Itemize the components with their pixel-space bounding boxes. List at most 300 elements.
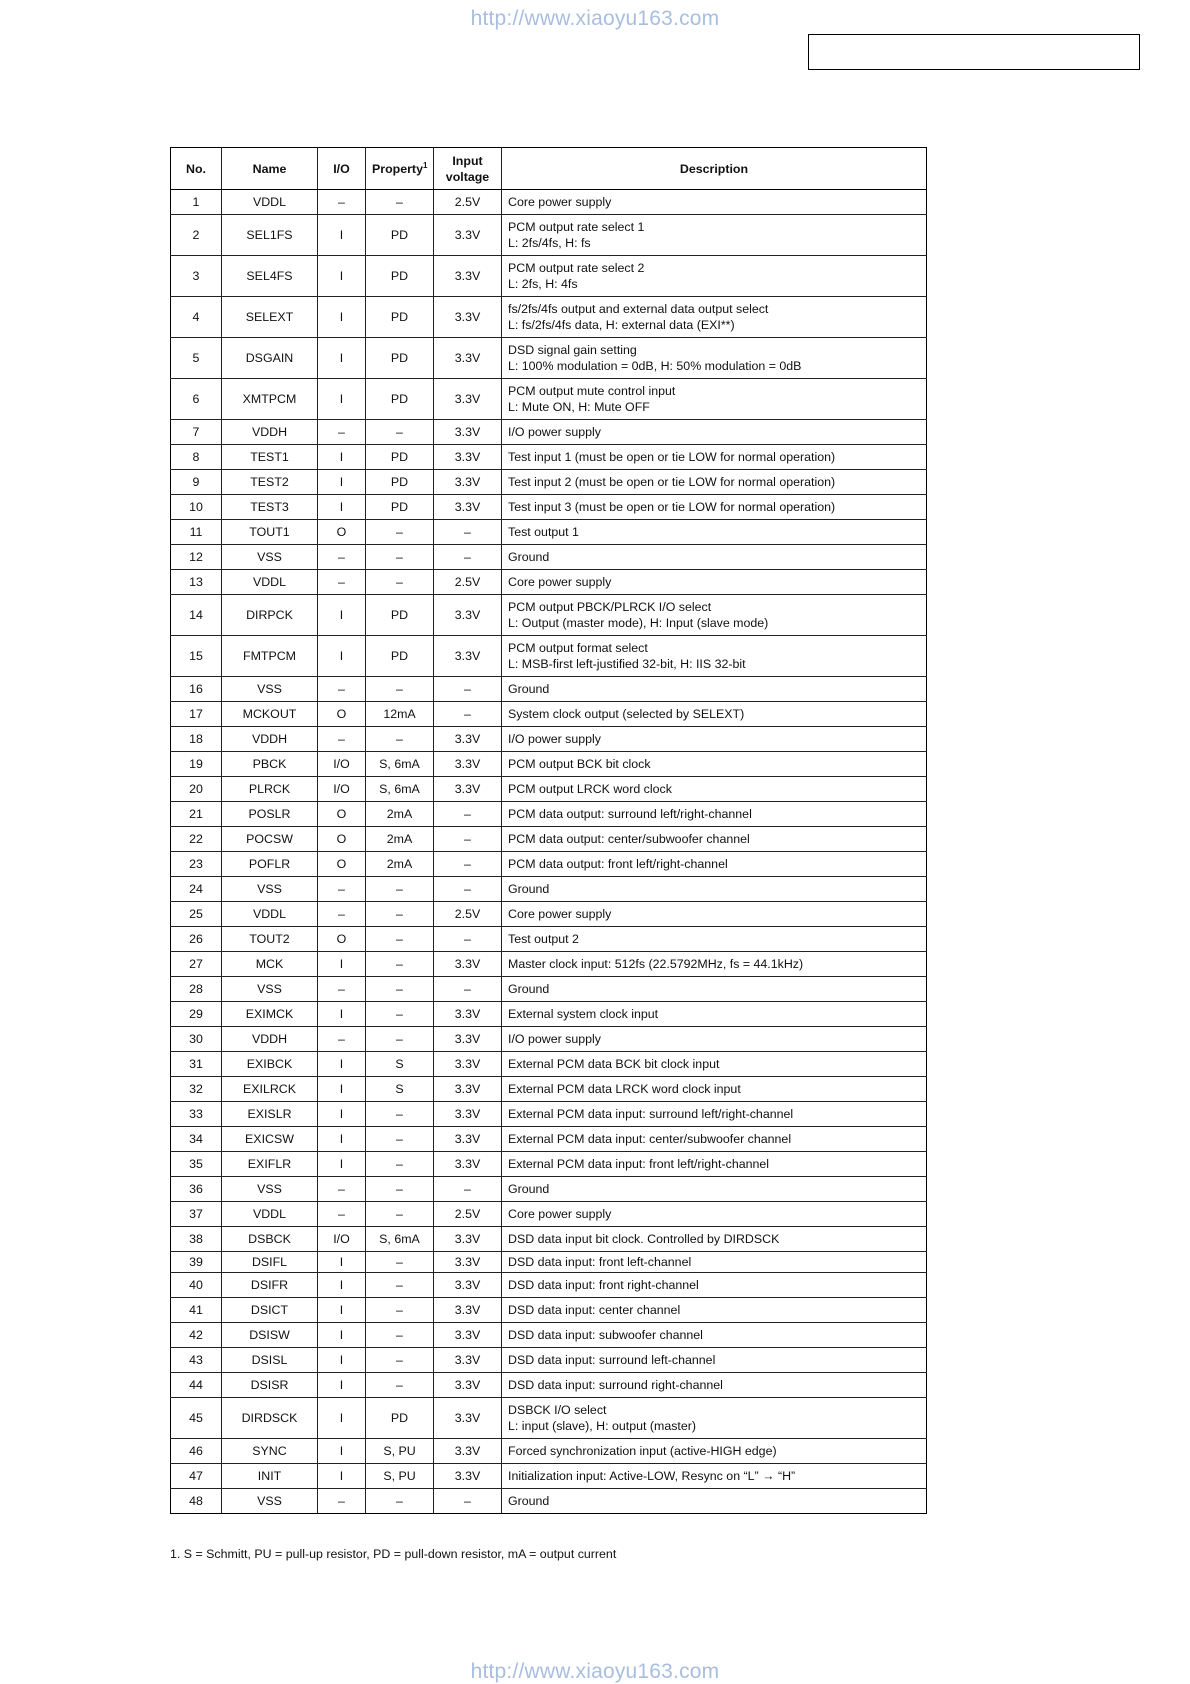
cell-name: DSICT (222, 1298, 318, 1323)
cell-description (502, 445, 927, 470)
cell-property: – (366, 1323, 434, 1348)
cell-input-voltage: 3.3V (434, 470, 502, 495)
cell-no: 13 (171, 570, 222, 595)
table-row (171, 752, 927, 777)
cell-name: VDDH (222, 727, 318, 752)
cell-io: I/O (318, 1227, 366, 1252)
table-row (171, 1489, 927, 1514)
cell-property: S, 6mA (366, 777, 434, 802)
cell-description (502, 1273, 927, 1298)
cell-io: – (318, 190, 366, 215)
description-line: L: Mute ON, H: Mute OFF (508, 400, 650, 414)
description-line: DSD data input: front right-channel (508, 1278, 699, 1292)
table-row (171, 445, 927, 470)
table-row (171, 470, 927, 495)
header-empty-box (808, 34, 1140, 70)
cell-input-voltage: 3.3V (434, 1077, 502, 1102)
cell-no: 16 (171, 677, 222, 702)
cell-property: S, 6mA (366, 1227, 434, 1252)
description-line: PCM output LRCK word clock (508, 782, 672, 796)
cell-name: INIT (222, 1464, 318, 1489)
table-row (171, 1464, 927, 1489)
description-line: L: input (slave), H: output (master) (508, 1419, 696, 1433)
header-input-voltage-line1: Input (452, 153, 483, 168)
cell-no: 35 (171, 1152, 222, 1177)
description-line: L: 2fs/4fs, H: fs (508, 236, 591, 250)
cell-io: – (318, 1202, 366, 1227)
table-row (171, 1102, 927, 1127)
cell-io: I (318, 1373, 366, 1398)
cell-input-voltage: 3.3V (434, 420, 502, 445)
table-row (171, 420, 927, 445)
cell-property: PD (366, 297, 434, 338)
cell-description (502, 1177, 927, 1202)
header-description: Description (502, 148, 927, 190)
cell-input-voltage: 3.3V (434, 777, 502, 802)
cell-no: 33 (171, 1102, 222, 1127)
cell-name: VSS (222, 1177, 318, 1202)
table-row (171, 256, 927, 297)
cell-io: – (318, 420, 366, 445)
table-row (171, 802, 927, 827)
cell-io: – (318, 1027, 366, 1052)
cell-property: 2mA (366, 802, 434, 827)
table-row (171, 1439, 927, 1464)
cell-property: – (366, 977, 434, 1002)
cell-description (502, 902, 927, 927)
cell-name: TEST3 (222, 495, 318, 520)
table-row (171, 1052, 927, 1077)
table-row (171, 727, 927, 752)
cell-name: DSIFR (222, 1273, 318, 1298)
description-line: Initialization input: Active-LOW, Resync on “L” → “H” (508, 1469, 796, 1483)
cell-io: – (318, 902, 366, 927)
cell-no: 7 (171, 420, 222, 445)
description-line: System clock output (selected by SELEXT) (508, 707, 745, 721)
table-row (171, 677, 927, 702)
description-line: PCM data output: surround left/right-channel (508, 807, 752, 821)
cell-no: 4 (171, 297, 222, 338)
cell-property: – (366, 570, 434, 595)
cell-name: EXIMCK (222, 1002, 318, 1027)
cell-name: DSBCK (222, 1227, 318, 1252)
cell-property: 2mA (366, 852, 434, 877)
pin-table-container (170, 147, 926, 1514)
cell-io: I (318, 1439, 366, 1464)
cell-description (502, 190, 927, 215)
cell-input-voltage: 3.3V (434, 1323, 502, 1348)
cell-name: VSS (222, 1489, 318, 1514)
description-line: Test input 3 (must be open or tie LOW for normal operation) (508, 500, 836, 514)
cell-no: 31 (171, 1052, 222, 1077)
cell-name: EXISLR (222, 1102, 318, 1127)
cell-no: 8 (171, 445, 222, 470)
table-row (171, 827, 927, 852)
cell-no: 23 (171, 852, 222, 877)
cell-input-voltage: 3.3V (434, 256, 502, 297)
cell-no: 20 (171, 777, 222, 802)
cell-io: I (318, 470, 366, 495)
description-line: Ground (508, 1494, 550, 1508)
cell-name: VDDH (222, 420, 318, 445)
cell-description (502, 1152, 927, 1177)
cell-description (502, 1464, 927, 1489)
description-line: Ground (508, 550, 550, 564)
cell-input-voltage: 3.3V (434, 1398, 502, 1439)
cell-input-voltage: – (434, 1489, 502, 1514)
cell-description (502, 727, 927, 752)
description-line: Core power supply (508, 1207, 612, 1221)
table-row (171, 1398, 927, 1439)
cell-description (502, 520, 927, 545)
cell-name: POFLR (222, 852, 318, 877)
cell-description (502, 636, 927, 677)
cell-name: DIRPCK (222, 595, 318, 636)
cell-no: 48 (171, 1489, 222, 1514)
description-line: DSBCK I/O select (508, 1403, 607, 1417)
cell-input-voltage: 3.3V (434, 1027, 502, 1052)
cell-description (502, 570, 927, 595)
cell-io: – (318, 727, 366, 752)
cell-input-voltage: 3.3V (434, 1252, 502, 1273)
cell-property: – (366, 420, 434, 445)
cell-io: – (318, 977, 366, 1002)
description-line: Core power supply (508, 195, 612, 209)
cell-input-voltage: – (434, 702, 502, 727)
cell-input-voltage: 3.3V (434, 1439, 502, 1464)
cell-io: – (318, 1489, 366, 1514)
cell-name: DIRDSCK (222, 1398, 318, 1439)
cell-io: O (318, 520, 366, 545)
description-line: Ground (508, 1182, 550, 1196)
cell-input-voltage: 3.3V (434, 495, 502, 520)
cell-name: DSISW (222, 1323, 318, 1348)
cell-description (502, 1077, 927, 1102)
cell-description (502, 1348, 927, 1373)
description-line: PCM data output: center/subwoofer channel (508, 832, 750, 846)
cell-io: I (318, 1323, 366, 1348)
cell-description (502, 1027, 927, 1052)
description-line: Ground (508, 882, 550, 896)
header-property-footnote-mark: 1 (422, 160, 428, 170)
table-row (171, 1027, 927, 1052)
table-row (171, 1273, 927, 1298)
cell-name: FMTPCM (222, 636, 318, 677)
cell-description (502, 1202, 927, 1227)
table-row (171, 952, 927, 977)
cell-no: 21 (171, 802, 222, 827)
cell-io: O (318, 702, 366, 727)
cell-input-voltage: 3.3V (434, 1152, 502, 1177)
cell-input-voltage: 3.3V (434, 727, 502, 752)
cell-name: EXICSW (222, 1127, 318, 1152)
cell-no: 38 (171, 1227, 222, 1252)
table-row (171, 902, 927, 927)
cell-input-voltage: – (434, 520, 502, 545)
cell-property: – (366, 1489, 434, 1514)
cell-property: PD (366, 338, 434, 379)
cell-io: I (318, 1348, 366, 1373)
cell-io: I (318, 636, 366, 677)
cell-no: 27 (171, 952, 222, 977)
cell-no: 44 (171, 1373, 222, 1398)
cell-io: I (318, 1127, 366, 1152)
cell-property: – (366, 902, 434, 927)
cell-no: 36 (171, 1177, 222, 1202)
description-line: PCM output rate select 2 (508, 261, 645, 275)
cell-property: PD (366, 215, 434, 256)
table-row (171, 570, 927, 595)
cell-name: EXILRCK (222, 1077, 318, 1102)
cell-io: I (318, 256, 366, 297)
table-row (171, 1177, 927, 1202)
description-line: DSD data input bit clock. Controlled by DIRDSCK (508, 1232, 780, 1246)
cell-io: I (318, 338, 366, 379)
cell-description (502, 338, 927, 379)
description-line: External system clock input (508, 1007, 659, 1021)
description-line: DSD signal gain setting (508, 343, 637, 357)
cell-description (502, 1298, 927, 1323)
description-line: PCM data output: front left/right-channel (508, 857, 728, 871)
description-line: External PCM data input: surround left/right-channel (508, 1107, 794, 1121)
cell-name: DSISR (222, 1373, 318, 1398)
table-row (171, 977, 927, 1002)
cell-no: 37 (171, 1202, 222, 1227)
description-line: I/O power supply (508, 732, 601, 746)
cell-no: 2 (171, 215, 222, 256)
cell-input-voltage: – (434, 977, 502, 1002)
cell-no: 32 (171, 1077, 222, 1102)
cell-property: – (366, 545, 434, 570)
table-row (171, 520, 927, 545)
cell-property: – (366, 1152, 434, 1177)
table-header-row (171, 148, 927, 190)
cell-no: 3 (171, 256, 222, 297)
table-row (171, 702, 927, 727)
cell-property: – (366, 1027, 434, 1052)
cell-property: – (366, 1373, 434, 1398)
cell-name: TEST2 (222, 470, 318, 495)
description-line: External PCM data BCK bit clock input (508, 1057, 720, 1071)
cell-input-voltage: 3.3V (434, 1298, 502, 1323)
cell-property: – (366, 952, 434, 977)
table-row (171, 1152, 927, 1177)
cell-property: S (366, 1052, 434, 1077)
cell-property: S, 6mA (366, 752, 434, 777)
cell-description (502, 1252, 927, 1273)
cell-no: 22 (171, 827, 222, 852)
cell-property: PD (366, 636, 434, 677)
cell-property: 2mA (366, 827, 434, 852)
cell-description (502, 1439, 927, 1464)
cell-io: I (318, 379, 366, 420)
cell-no: 42 (171, 1323, 222, 1348)
description-line: External PCM data input: center/subwoofer channel (508, 1132, 792, 1146)
cell-input-voltage: 3.3V (434, 1348, 502, 1373)
cell-description (502, 1398, 927, 1439)
cell-property: PD (366, 470, 434, 495)
cell-no: 14 (171, 595, 222, 636)
cell-io: I (318, 1252, 366, 1273)
cell-input-voltage: 3.3V (434, 1273, 502, 1298)
cell-description (502, 1102, 927, 1127)
cell-no: 11 (171, 520, 222, 545)
cell-description (502, 470, 927, 495)
cell-property: S (366, 1077, 434, 1102)
description-line: PCM output BCK bit clock (508, 757, 651, 771)
cell-property: – (366, 1127, 434, 1152)
cell-description (502, 952, 927, 977)
cell-io: I (318, 445, 366, 470)
cell-name: EXIFLR (222, 1152, 318, 1177)
cell-io: I (318, 1464, 366, 1489)
cell-io: O (318, 927, 366, 952)
cell-name: SEL4FS (222, 256, 318, 297)
description-line: PCM output PBCK/PLRCK I/O select (508, 600, 712, 614)
cell-input-voltage: 3.3V (434, 752, 502, 777)
description-line: Test output 1 (508, 525, 579, 539)
cell-io: I (318, 1102, 366, 1127)
table-row (171, 1298, 927, 1323)
cell-description (502, 420, 927, 445)
cell-name: DSISL (222, 1348, 318, 1373)
cell-no: 46 (171, 1439, 222, 1464)
cell-description (502, 1127, 927, 1152)
table-row (171, 1373, 927, 1398)
table-row (171, 495, 927, 520)
cell-property: – (366, 1348, 434, 1373)
cell-no: 15 (171, 636, 222, 677)
cell-no: 26 (171, 927, 222, 952)
cell-io: I (318, 215, 366, 256)
table-row (171, 1077, 927, 1102)
cell-io: I (318, 1052, 366, 1077)
cell-description (502, 877, 927, 902)
pin-description-table (170, 147, 927, 1514)
cell-property: PD (366, 445, 434, 470)
cell-io: I/O (318, 777, 366, 802)
cell-no: 25 (171, 902, 222, 927)
cell-input-voltage: – (434, 1177, 502, 1202)
table-row (171, 1323, 927, 1348)
cell-io: – (318, 877, 366, 902)
cell-input-voltage: – (434, 827, 502, 852)
cell-io: I (318, 495, 366, 520)
description-line: PCM output format select (508, 641, 648, 655)
cell-no: 30 (171, 1027, 222, 1052)
cell-no: 17 (171, 702, 222, 727)
cell-property: – (366, 520, 434, 545)
cell-name: VDDL (222, 1202, 318, 1227)
table-row (171, 379, 927, 420)
cell-description (502, 752, 927, 777)
cell-input-voltage: – (434, 877, 502, 902)
cell-property: – (366, 1252, 434, 1273)
cell-input-voltage: 3.3V (434, 1373, 502, 1398)
cell-io: I (318, 1152, 366, 1177)
cell-input-voltage: 3.3V (434, 445, 502, 470)
cell-property: 12mA (366, 702, 434, 727)
cell-no: 29 (171, 1002, 222, 1027)
cell-name: TOUT2 (222, 927, 318, 952)
cell-name: VSS (222, 877, 318, 902)
cell-property: – (366, 1177, 434, 1202)
cell-property: – (366, 1298, 434, 1323)
description-line: DSD data input: center channel (508, 1303, 681, 1317)
cell-property: S, PU (366, 1464, 434, 1489)
cell-property: – (366, 1202, 434, 1227)
cell-input-voltage: 3.3V (434, 952, 502, 977)
header-io: I/O (318, 148, 366, 190)
cell-io: O (318, 802, 366, 827)
cell-description (502, 1227, 927, 1252)
cell-no: 18 (171, 727, 222, 752)
cell-io: I (318, 1002, 366, 1027)
cell-input-voltage: – (434, 927, 502, 952)
cell-description (502, 927, 927, 952)
cell-name: VSS (222, 977, 318, 1002)
cell-property: S, PU (366, 1439, 434, 1464)
table-row (171, 1127, 927, 1152)
description-line: PCM output rate select 1 (508, 220, 645, 234)
cell-input-voltage: 2.5V (434, 570, 502, 595)
header-property (366, 148, 434, 190)
header-property-label: Property (372, 161, 423, 176)
description-line: L: fs/2fs/4fs data, H: external data (EXI**) (508, 318, 735, 332)
cell-description (502, 677, 927, 702)
description-line: fs/2fs/4fs output and external data output select (508, 302, 769, 316)
table-row (171, 777, 927, 802)
cell-description (502, 297, 927, 338)
table-row (171, 1252, 927, 1273)
description-line: L: 100% modulation = 0dB, H: 50% modulation = 0dB (508, 359, 802, 373)
cell-input-voltage: 3.3V (434, 379, 502, 420)
cell-name: PBCK (222, 752, 318, 777)
cell-io: I (318, 952, 366, 977)
description-line: DSD data input: surround right-channel (508, 1378, 723, 1392)
cell-name: SEL1FS (222, 215, 318, 256)
cell-no: 1 (171, 190, 222, 215)
description-line: External PCM data LRCK word clock input (508, 1082, 741, 1096)
cell-property: PD (366, 595, 434, 636)
cell-name: VSS (222, 677, 318, 702)
table-body (171, 190, 927, 1514)
cell-io: I (318, 1273, 366, 1298)
cell-name: EXIBCK (222, 1052, 318, 1077)
cell-description (502, 495, 927, 520)
cell-no: 45 (171, 1398, 222, 1439)
description-line: Core power supply (508, 575, 612, 589)
table-row (171, 190, 927, 215)
cell-input-voltage: – (434, 852, 502, 877)
cell-no: 39 (171, 1252, 222, 1273)
cell-no: 19 (171, 752, 222, 777)
description-line: L: 2fs, H: 4fs (508, 277, 578, 291)
description-line: L: Output (master mode), H: Input (slave mode) (508, 616, 769, 630)
cell-no: 47 (171, 1464, 222, 1489)
table-row (171, 545, 927, 570)
cell-no: 24 (171, 877, 222, 902)
cell-name: VDDL (222, 190, 318, 215)
description-line: Test input 1 (must be open or tie LOW for normal operation) (508, 450, 836, 464)
cell-input-voltage: 3.3V (434, 595, 502, 636)
cell-input-voltage: 2.5V (434, 902, 502, 927)
cell-name: SELEXT (222, 297, 318, 338)
cell-name: POSLR (222, 802, 318, 827)
table-row (171, 852, 927, 877)
cell-input-voltage: 3.3V (434, 215, 502, 256)
description-line: Forced synchronization input (active-HIGH edge) (508, 1444, 777, 1458)
